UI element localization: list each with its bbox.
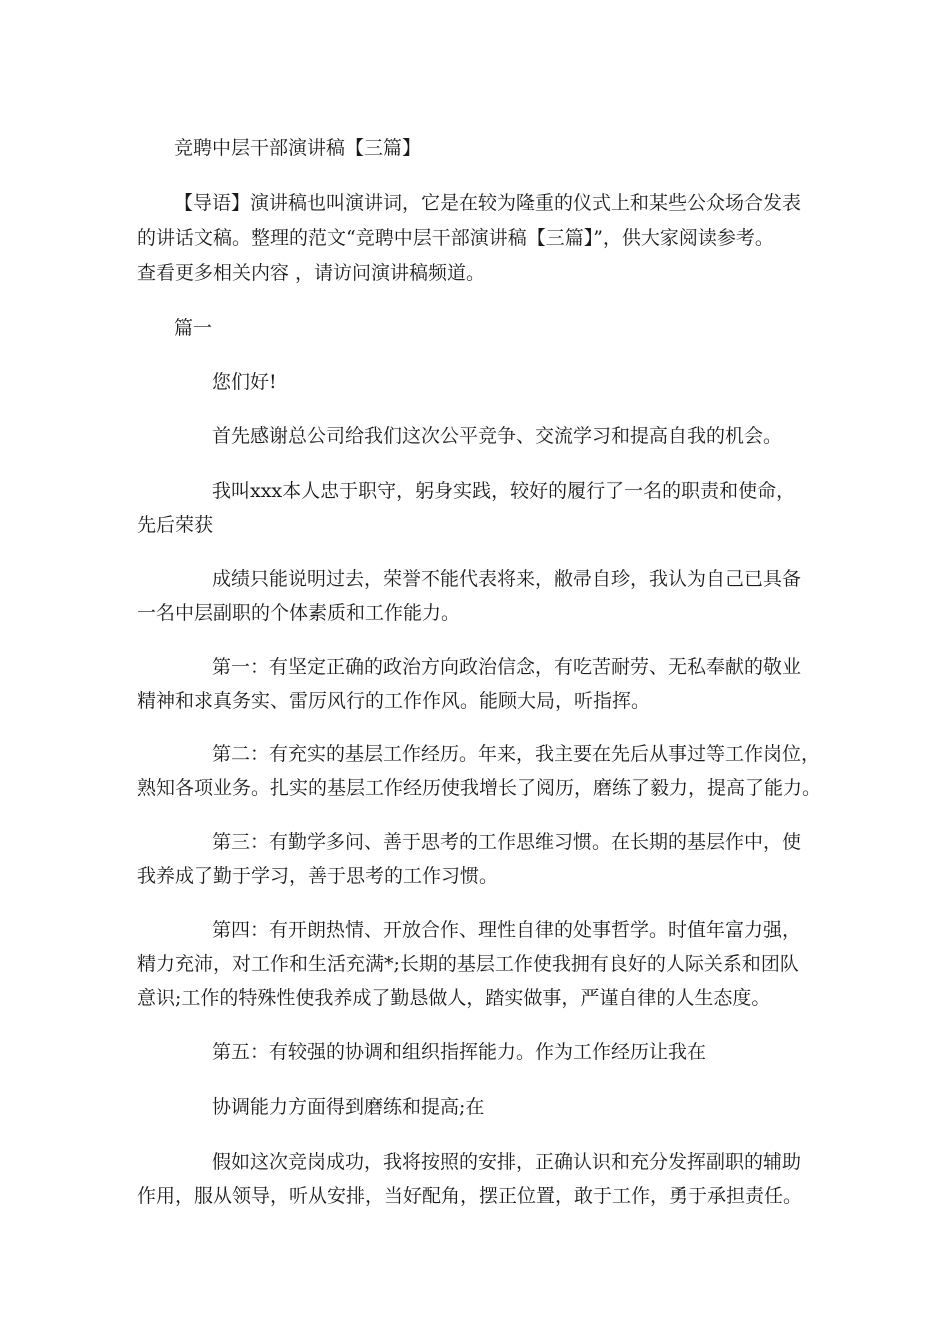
paragraph-line: 假如这次竞岗成功，我将按照的安排，正确认识和充分发挥副职的辅助 (212, 1151, 802, 1173)
intro-line: 查看更多相关内容 ，请访问演讲稿频道。 (137, 262, 486, 284)
paragraph-line: 作用，服从领导，听从安排，当好配角，摆正位置，敢于工作，勇于承担责任。 (137, 1185, 803, 1207)
section-heading: 篇一 (174, 317, 213, 339)
paragraph-line: 协调能力方面得到磨练和提高;在 (212, 1096, 485, 1118)
paragraph-line: 意识;工作的特殊性使我养成了勤恳做人，踏实做事，严谨自律的人生态度。 (137, 987, 771, 1009)
paragraph-line: 第二：有充实的基层工作经历。年来，我主要在先后从事过等工作岗位， (212, 743, 821, 765)
paragraph-line: 首先感谢总公司给我们这次公平竞争、交流学习和提高自我的机会。 (212, 425, 783, 447)
greeting: 您们好! (212, 371, 277, 393)
paragraph-line: 一名中层副职的个体素质和工作能力。 (137, 602, 461, 624)
paragraph-line: 熟知各项业务。扎实的基层工作经历使我增长了阅历，磨练了毅力，提高了能力。 (137, 777, 822, 799)
paragraph-line: 精神和求真务实、雷厉风行的工作作风。能顾大局，听指挥。 (137, 690, 651, 712)
paragraph-line: 先后荣获 (137, 514, 214, 536)
paragraph-line: 成绩只能说明过去，荣誉不能代表将来，敝帚自珍，我认为自己已具备 (212, 568, 802, 590)
paragraph-line: 我养成了勤于学习，善于思考的工作习惯。 (137, 865, 499, 887)
paragraph-line: 第一：有坚定正确的政治方向政治信念，有吃苦耐劳、无私奉献的敬业 (212, 656, 802, 678)
paragraph-line: 第三：有勤学多问、善于思考的工作思维习惯。在长期的基层作中，使 (212, 831, 802, 853)
paragraph-line: 我叫xxx本人忠于职守，躬身实践，较好的履行了一名的职责和使命， (212, 480, 796, 502)
intro-line: 的讲话文稿。整理的范文“竞聘中层干部演讲稿【三篇】”，供大家阅读参考。 (137, 227, 774, 249)
paragraph-line: 精力充沛，对工作和生活充满*;长期的基层工作使我拥有良好的人际关系和团队 (137, 953, 799, 975)
paragraph-line: 第四：有开朗热情、开放合作、理性自律的处事哲学。时值年富力强， (212, 919, 802, 941)
document-title: 竞聘中层干部演讲稿【三篇】 (174, 137, 422, 159)
intro-line: 【导语】演讲稿也叫演讲词，它是在较为隆重的仪式上和某些公众场合发表 (174, 192, 802, 214)
paragraph-line: 第五：有较强的协调和组织指挥能力。作为工作经历让我在 (212, 1041, 707, 1063)
